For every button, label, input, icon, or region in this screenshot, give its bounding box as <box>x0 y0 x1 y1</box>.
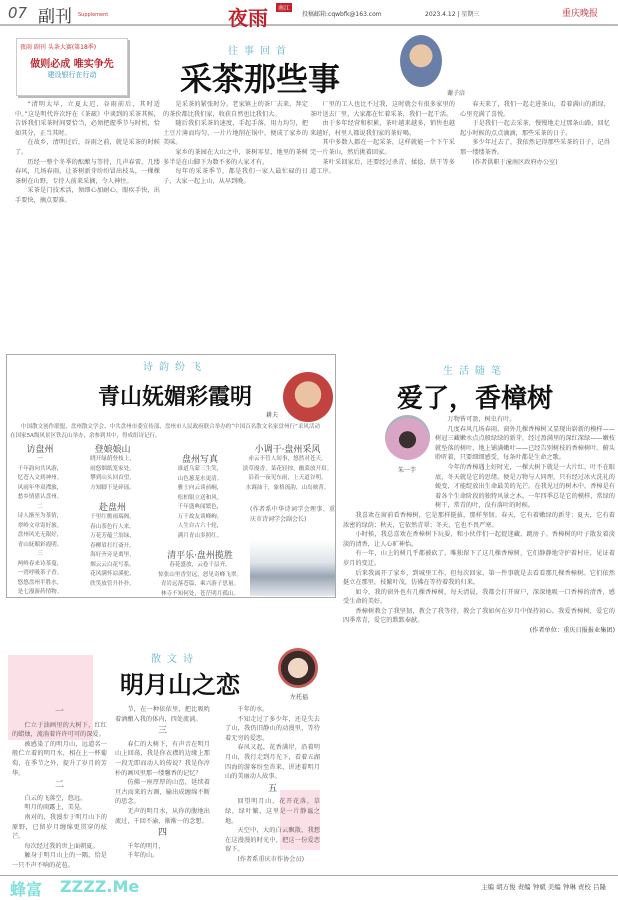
paragraph: 每次经过我的世上面朝夏。 <box>24 842 99 850</box>
paragraph: 于是我们一起去采茶，慢慢地走过那条山路，回忆起小时候的点点滴滴，那些采茶的日子。 <box>460 120 610 137</box>
article3-category: 生活随笔 <box>443 366 507 377</box>
article2-category: 诗韵纷飞 <box>143 362 207 373</box>
poem-title: 小调干·盘州采风 <box>254 445 321 455</box>
article1-title: 采茶那些事 <box>179 60 340 98</box>
article2-author: 耕夫 <box>266 412 279 419</box>
article2-intro: 中国散文创作联盟、盘州散文学会、中共盘州市委宣传部、盘州市人民政府联合举办的“中国百名散文名家盘州行”采风活动在国家5A级风景区铁瓦山举办，余参到其中，得成组诗记行。 <box>10 424 320 439</box>
poem-line: 攀到山头回首望， <box>90 475 135 481</box>
poem-body <box>240 455 335 493</box>
issue-date: 2023.4.12 | 星期三 <box>425 11 480 18</box>
poem-line: 水调油干，象格流韵，山岛映菁。 <box>245 484 330 491</box>
paragraph: 在故乡，清明过后，谷雨之前，就是采茶的时候了。 <box>15 139 160 156</box>
paragraph: 不知走过了多少年，还是失去了山，我仍旧静山的动漫里，等待着无穷的爱恋。 <box>225 715 320 742</box>
poem-title: 盘州写真 <box>181 455 218 465</box>
paragraph: 历经一整个冬季的酝酿与等待，几声春雷，几缕春风，几场春雨，让茶树新芽纷纷冒出枝头，一棵棵茶树在山野，专待人前来采摘，令人神往。 <box>15 158 160 185</box>
article1-column <box>15 100 160 322</box>
poem-line: 忆苍入文到神州。 <box>17 475 63 481</box>
paragraph: 今年的香樟遇上好时光，一棵大树下就是一大片红，叶不在眼底，冬天就是它的思绪。便是万物与人同理，只有经过冰火洗礼的蜕变，才能绽放出生命最美的光芒。在我见过的树木中，香樟是有着各个生命阶段的独特风景之木。一年四季总是它的模样，常绿的树干，常青的叶，没有落叶的时候。 <box>435 463 615 510</box>
section-number: 一 <box>54 707 64 717</box>
submission-email[interactable]: 投稿邮箱:cqwbfk@163.com <box>302 11 382 18</box>
poem-line: 一湾呼吸茶子香。 <box>17 570 63 576</box>
paragraph: 触身于明月山上的一隅，恰是一只不声不响的花苞。 <box>12 852 107 869</box>
paragraph: 春风又起，花香满岸，沿着明月山，我行走到月光下，看着五湖四海的游客纷至沓来，讲述着明月山的美丽动人故事。 <box>225 744 320 781</box>
poem-line: 青山妩媚彩霞明。 <box>17 541 63 548</box>
poem <box>10 442 70 598</box>
poem <box>80 500 145 589</box>
section-number: 四 <box>157 828 167 839</box>
article1-column <box>460 100 610 322</box>
article4-column <box>115 705 210 870</box>
paragraph: 白云的飞落空，悠远。 <box>24 794 87 802</box>
poem-line: 谁道乌蒙三生笑， <box>177 466 223 472</box>
paragraph: (作者系重庆市作协会员) <box>237 855 305 863</box>
watermark: ZZZZ.Me <box>60 877 140 896</box>
poem-line: 愁乡情猎认盘州。 <box>17 494 63 500</box>
mountain-painting <box>250 540 335 596</box>
paragraph: 由于多年经营和积累，茶叶越来越多，销售也越来越好，村里人都说我们家的茶好喝。 <box>310 120 455 137</box>
poem-line: 满月青山多照红。 <box>177 532 223 539</box>
paragraph: 茶叶采回家后，还要经过杀青、揉捻、烘干等多道工序。 <box>310 158 455 176</box>
poem-line: 林寺不知何处，苍茫明月孤山。 <box>160 590 240 597</box>
poem <box>150 548 250 599</box>
paragraph: 家乡的茶园在大山之中，茶树零星，地里的茶树多半是在山脚下为数不多的人家才有。 <box>163 148 308 166</box>
poem-line: 海好齐旁是离里， <box>90 552 135 558</box>
section-number: 二 <box>54 780 64 791</box>
author-photo <box>400 35 442 87</box>
ad-subtitle: 建设银行在行动 <box>47 71 97 79</box>
poem-line: 盘州风光无限好， <box>17 532 63 538</box>
section-name: 副刊 <box>38 7 72 27</box>
poem-line: 翠岭文章寄好旅。 <box>17 522 63 529</box>
poem-line: 千里红檐雨瑞阁， <box>90 514 135 520</box>
paragraph: 是采茶的紧张时分。老家镇上的茶厂去来，拜定的茶价都比我们家，收获自然也比我们大。 <box>163 101 308 118</box>
poem-line: 三 <box>37 551 43 557</box>
poem-body <box>150 561 250 599</box>
paragraph: 明月的雨露上，美晃。 <box>24 804 87 812</box>
paragraph: 香樟树教会了我坚韧，教会了我等待，教会了我如何在岁月中保持初心。我爱香樟树，爱它的四季常青，爱它的默默奉献。 <box>343 607 615 625</box>
article3-author: 朱一芋 <box>398 467 417 474</box>
poem-body <box>80 513 145 589</box>
poem-body <box>160 465 240 541</box>
poem-line: 沿着一夜见东雨，上天道谷明。 <box>248 475 327 481</box>
paragraph: 千年的山。 <box>127 852 159 860</box>
paragraph: 节，在一种依依里，把比吸吮着酒酿入我的体内，四处流淌。 <box>115 706 210 723</box>
article1-column <box>310 100 455 322</box>
poem-body <box>10 455 70 598</box>
paragraph: 多少年过去了，我依然记得那些采茶的日子，记得那一缕缕茶香。 <box>460 139 610 156</box>
poem-line: 万千故友谈峰峋。 <box>177 513 223 520</box>
section-number: 五 <box>267 783 277 794</box>
watermark: 蜂富 <box>10 880 43 899</box>
poem-line: 晓开绿荫登枝上， <box>90 456 135 462</box>
paragraph: 南对的，我漫步于明月山下的原野，已留岁月缠绵更贯穿的炫芒。 <box>12 813 107 841</box>
poem-line: 千年韵向共风游， <box>17 465 63 472</box>
article4-title: 明月山之恋 <box>120 670 240 699</box>
poem-line: 诗人渐至为茶情， <box>17 513 63 519</box>
article4-column <box>12 705 107 870</box>
section-name-en: Supplement <box>78 12 109 18</box>
editor-credits: 主编 胡万俊 责编 钟斌 美编 钟琳 责校 吕隆 <box>481 883 606 891</box>
poem-line: 春花盛放，云卷千层齐。 <box>169 562 231 568</box>
poem-line: 松柏银立送和风。 <box>177 494 223 501</box>
poem-line: 烟云云白花写系。 <box>90 561 135 568</box>
article3-body <box>343 415 615 863</box>
paragraph: 被感染了的明月山，远道名一般伫立着的明月水，相在上一杯葡萄，在季节之外，提升了岁月的芳华。 <box>12 740 107 777</box>
poem-line: 惊张山里香堂远，怒见奇峰飞翠。 <box>158 571 242 578</box>
poem-line: 淡草漫香，菜花轻掠，幽菜放开眉。 <box>242 465 333 472</box>
poem-line: 花风满怀凉溪驼， <box>90 571 135 577</box>
poem <box>160 452 240 541</box>
poem-line: 是七漫游药情物。 <box>17 589 63 595</box>
page-header <box>0 0 618 30</box>
poem-line: 山色葱茏水更清。 <box>177 475 223 482</box>
article4-category: 散文诗 <box>151 654 199 665</box>
poem-title: 登娘娘山 <box>94 445 131 455</box>
paragraph: 千年的明月， <box>127 842 165 850</box>
poem-line: 赤云不管人间事，悠然对苍天。 <box>248 456 327 462</box>
paragraph: 万物皆可盈，树虫有叶。 <box>447 416 516 423</box>
paragraph: 天空中，大的白云飘散，我想在这漫漫的时光中，把这一份爱恋留下。 <box>225 827 320 854</box>
paragraph: 后来我离开了家乡，到城里工作，但每次回家，第一件事就是去看看那几棵香樟树。它们依然挺立在那里，枝繁叶茂，仿佛在等待着我的归来。 <box>343 569 615 587</box>
page-number: 07 <box>8 4 28 22</box>
poem <box>240 442 335 493</box>
paragraph: 厂里的工人也比不过我，这时就会有很多家里的茶叶送去厂里，大家都在忙着采茶，我们一起干活。 <box>310 101 455 118</box>
paragraph: 如今，我的窗外也有几棵香樟树，每天清晨，我都会打开窗户，深深地吸一口香樟的清香，感受生命的美好。 <box>343 588 615 606</box>
poem-title: 赴盘州 <box>98 503 126 513</box>
paragraph: 几度春风几场春雨，窗外几棵香樟树又显现出崭新的模样——树冠三藏嫩水点点般绿绿的新芽，经过盈满里的深红深绿——嫩枝就坠落的树叶，地上铺满嫩叶——已经告别树枝的香樟树叶。俯头聆听着，只要细细感受，每条叶都是生命之歌。 <box>435 425 615 462</box>
poem-line: 春柳眉打红斋开。 <box>90 542 135 549</box>
paragraph: 其中多数人都在一起采茶，这样就能一个下午采完一片茶山，然后挑着回家。 <box>310 139 455 156</box>
article4-author: 左托福 <box>290 694 309 701</box>
paragraph: 回望明月山，花开花落，草绿，绿叶繁，这里是一片静谧之地。 <box>225 798 320 825</box>
poem-line: 二 <box>37 503 43 510</box>
poem-line: 两岭春来诗茶蔓， <box>17 560 63 567</box>
poem-line: 春山茶色行人来。 <box>90 523 135 530</box>
poem-line: 雨悠烟纸笼家处。 <box>90 465 135 472</box>
paragraph: (作者供职于潼南区政府办公室) <box>472 158 558 166</box>
logo-tag: 南江 <box>278 5 291 12</box>
yeyu-logo: 夜雨 <box>228 6 268 30</box>
paragraph: 春仁的大树下，有声音在明月山上回荡，我是你衣襟的边缘上那一段无即而动人的传说？我是你淳朴的画风里那一缕馨香的记忆？ <box>115 740 210 777</box>
article2-note: (作者系中华诗词学会理事、重庆市诗词学会副会长) <box>250 506 335 523</box>
paragraph: 无声的明月水，从你的腹地出流过，千回不渝，渐渐一的念想。 <box>115 807 210 825</box>
paragraph: 小时候，我总喜欢在香樟树下玩耍，和小伙伴们一起捉迷藏、跳房子。香樟树的叶子散发着淡淡的清香，让人心旷神怡。 <box>343 531 615 548</box>
ad-title: 夜雨 副刊 头条大赛(第18季) <box>20 44 97 51</box>
poem-line: 千年盛典闻繁色， <box>177 504 223 510</box>
poem-line: 风雨年华双襟旅， <box>17 484 63 491</box>
paragraph: 春天来了，我们一起走进茶山，看着满山的新绿，心里充满了喜悦。 <box>460 101 610 118</box>
article1-author: 谢子涪 <box>447 90 466 97</box>
article1-category: 往事回首 <box>228 46 292 57</box>
paragraph: 伫立于油画里的大树下，红红的蜡烛，流淌着许许可可的深爱。 <box>12 721 107 739</box>
poem-title: 访盘州 <box>26 445 54 455</box>
article3-title: 爱了，香樟树 <box>396 384 553 414</box>
poem-title: 清平乐·盘州揽胜 <box>167 551 233 561</box>
paragraph: 随后我们采茶的速度，手起手落，用力均匀，把土豆片薄而均匀，一片片地削在锅中，便成了家乡的美味。 <box>163 120 308 147</box>
article1-column <box>163 100 308 322</box>
poem-line: 悠悠盘州半胜水， <box>17 579 63 586</box>
paragraph: 我喜欢在窗前看香樟树，它是那样挺拔，那样坚韧。春天，它有着嫩绿的新芽；夏天，它有着浓密的绿荫；秋天，它依然青翠；冬天，它也不畏严寒。 <box>343 511 615 529</box>
poem-line: 青岩远落苍篇，乘兴游子思量。 <box>160 581 240 587</box>
poem-line: 方知脚下是碎瑶。 <box>90 484 135 491</box>
poem-body <box>80 455 145 493</box>
article2-title: 青山妩媚彩霞明 <box>97 384 252 410</box>
poet-photo <box>283 372 333 422</box>
poem-line: 万花芳蕴兰翁绿， <box>90 533 135 539</box>
poem-line: 欣笑放管升扑扑。 <box>90 580 135 587</box>
poem <box>80 442 145 493</box>
paragraph: 有一年，山上的树几乎都被砍了，唯独留下了这几棵香樟树，它们静静地守护着村庄，见证着岁月的变迁。 <box>343 550 615 567</box>
paragraph: “清明太早，立夏太迟，谷雨前后，其时适中。”这是明代许次纾在《茶疏》中谈到的采茶其候，告诉我们采茶时间要恰当，必须把握季节与时机，恰如其分，正当其时。 <box>15 101 160 137</box>
article3-note: (作者单位：重庆日报报业集团) <box>529 627 615 635</box>
section-number: 三 <box>157 726 167 737</box>
poem-line: 一 <box>37 456 43 462</box>
ad-slogan: 做则必成 唯实争先 <box>30 59 114 70</box>
poem-line: 雅士向云谈前峒， <box>177 485 223 491</box>
poem-line: 人生自古六十轮， <box>177 523 223 529</box>
article4-column <box>225 705 320 870</box>
paragraph: 仿佛一座厚厚的山峦，延续着亘古而来的古调，输出成缠绵不断的思念。 <box>115 779 210 806</box>
paragraph: 千年的水。 <box>237 706 269 713</box>
paragraph: 采茶是门技术活，须细心加耐心，眼疾手快，出手要快，摘点要准。 <box>15 187 160 204</box>
newspaper-logo: 重庆晚报 <box>562 9 599 19</box>
advertisement-box[interactable] <box>16 38 128 96</box>
author4-photo <box>278 648 318 688</box>
paragraph: 每年的采茶季节，都是我们一家人最忙碌的日子，大家一起上山，从早到晚。 <box>163 168 308 185</box>
